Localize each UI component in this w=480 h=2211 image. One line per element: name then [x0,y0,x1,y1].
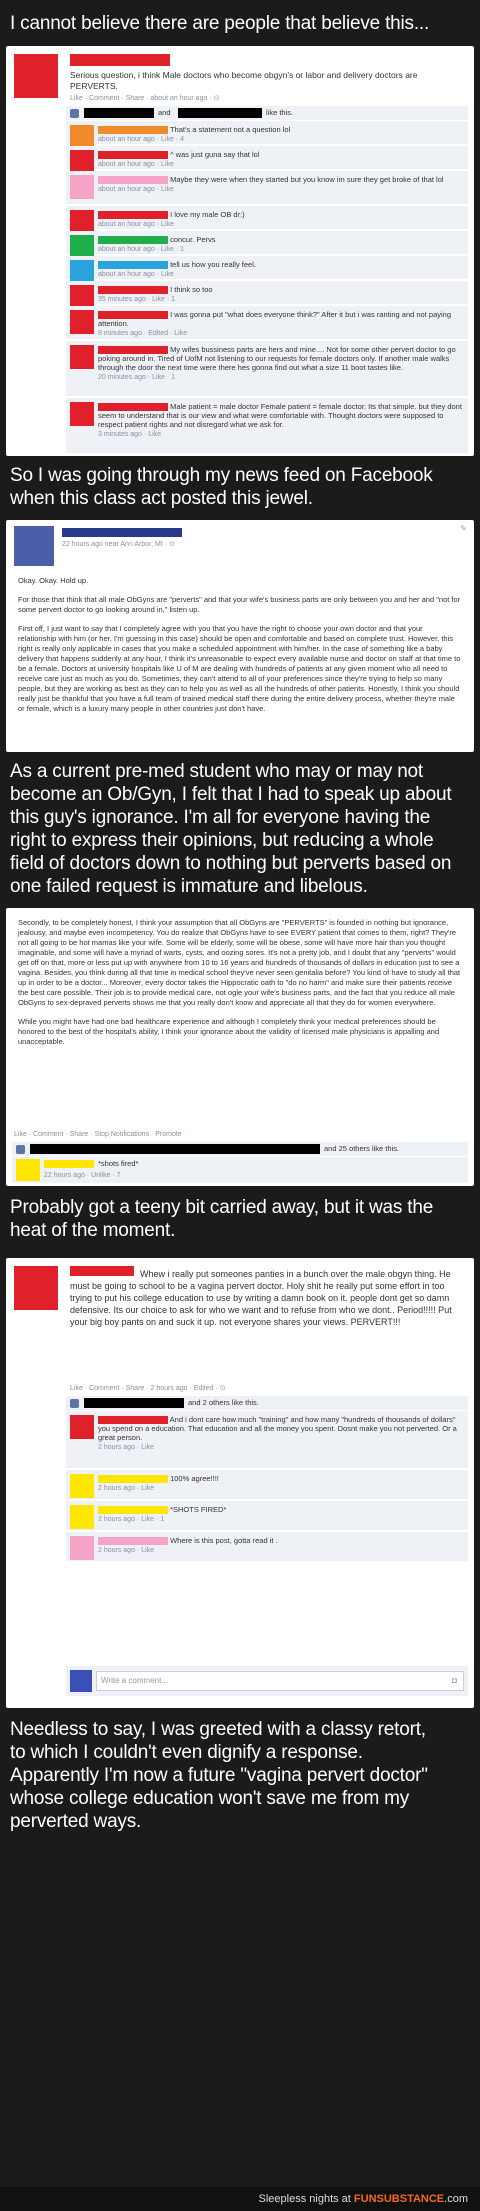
commenter-avatar[interactable] [70,1415,94,1439]
comment-meta[interactable]: about an hour ago · Like [98,221,174,229]
globe-icon: ⊙ [219,1385,226,1392]
comment-meta[interactable]: 2 hours ago · Like [98,1485,155,1493]
caption-carried-away [10,1196,470,1242]
like-bar: and 25 others like this. [12,1142,468,1156]
comment-text: That's a statement not a question lol [168,125,291,134]
author-name[interactable] [62,528,182,537]
commenter-avatar[interactable] [70,1474,94,1498]
comment [66,146,468,170]
caption-line: heat of the moment. [10,1220,176,1241]
commenter-avatar[interactable] [70,1536,94,1560]
comment [66,1532,468,1562]
comment-text: I was gonna put "what does everyone think?" After it but i was ranting and not paying attention. [98,310,452,329]
commenter-name[interactable] [98,1475,168,1483]
post-panel-3 [6,908,474,1186]
commenter-name[interactable] [98,286,168,294]
commenter-name[interactable] [98,1416,168,1424]
commenter-name[interactable] [98,211,168,219]
globe-icon: ⊙ [213,95,220,102]
commenter-name[interactable] [98,1537,168,1545]
post-panel-1 [6,46,474,456]
commenter-avatar[interactable] [70,310,94,334]
comment-meta[interactable]: about an hour ago · Like · 4 [98,136,185,144]
caption-line: As a current pre-med student who may or may not [10,761,424,782]
comment-text: *SHOTS FIRED* [168,1505,227,1514]
commenter-name[interactable] [98,126,168,134]
reply-comment: *shots fired* 22 hours ago · Unlike · 7 [12,1157,468,1183]
caption-line: right to express their opinions, but reducing a whole [10,830,434,851]
caption-news-feed: So I was going through my news feed on Facebook when this class act posted this jewel. [10,465,433,509]
commenter-name[interactable] [98,311,168,319]
note-body [18,576,462,723]
commenter-name[interactable] [98,346,168,354]
comment-meta[interactable]: 20 minutes ago · Like · 1 [98,374,176,382]
comment [66,256,468,280]
comment-meta[interactable]: 3 minutes ago · Like [98,431,162,439]
comment [66,1501,468,1531]
comment [66,1470,468,1500]
caption-line: this guy's ignorance. I'm all for everyone having the [10,807,431,828]
comment-text: My wifes bussiness parts are hers and mine.... Not for some other pervert doctor to go poking around in. Tired of UofM not listening to our requests for female doctors only. If another male walks through the door the next time were there hes gonna find out what a size 11 boot tastes like. [98,345,456,373]
caption-intro: I cannot believe there are people that believe this... [10,13,430,34]
caption-line: one failed request is immature and libelous. [10,876,368,897]
liker-name[interactable] [84,108,154,118]
comment-text: I love my male OB dr:) [168,210,245,219]
post-actions[interactable]: Like · Comment · Share · Stop Notifications · Promote [14,1131,182,1138]
commenter-avatar[interactable] [16,1159,40,1181]
comment-meta[interactable]: about an hour ago · Like [98,186,174,194]
author-avatar[interactable] [14,526,54,566]
commenter-name[interactable] [98,176,168,184]
commenter-name[interactable] [98,261,168,269]
my-avatar[interactable] [70,1670,92,1692]
write-comment-row [66,1666,468,1696]
comment-text: ^ was just guna say that lol [168,150,260,159]
comment-text: 100% agree!!!! [168,1474,219,1483]
comment-meta[interactable]: 2 hours ago · Like [98,1547,155,1555]
comment-meta[interactable]: about an hour ago · Like · 1 [98,246,185,254]
comment-text: concur. Pervs [168,235,216,244]
camera-icon[interactable]: ◘ [452,1676,457,1685]
comment-text: And i dont care how much "training" and how many "hundreds of thousands of dollars" you spend on a education. That education and all the money you spent. Dosnt make you not perverted. Or a great person. [98,1415,457,1443]
comment-meta[interactable]: about an hour ago · Like [98,271,174,279]
note-paragraph: First off, I just want to say that I completely agree with you that you have the right to choose your own doctor and that your relationship with him (or her, I'm guessing in this case) should be open and comfortable and based on complete trust. However, this right is really only applicable in cases that you make a scheduled appointment with him/her. In the case of something like a baby delivery that happens suddenly at any hour, I think it's unreasonable to expect every available nurse and doctor on staff at that time to be a female. Doctors at university hospitals like U of M are dealing with hundreds of patients at any given moment who all need to receive care just as much as you do. Sometimes, they can't attend to all of your preferences since they're trying to help so many people, but they are working as best as they can to help you as well as all the hundreds of other patients. Honestly, I think you should really just be thankful that you have a full team of trained medical staff there during the entire delivery process, whether they're male or female, which is a luxury many people in other countries just don't have. [18,624,461,713]
poster-avatar[interactable] [14,1266,58,1310]
post-panel-4 [6,1258,474,1708]
post-panel-2 [6,520,474,752]
caption-line: Needless to say, I was greeted with a classy retort, [10,1719,426,1740]
caption-line: field of doctors down to nothing but perverts based on [10,853,452,874]
liker-names[interactable] [30,1144,320,1154]
comment-meta[interactable]: about an hour ago · Like [98,161,174,169]
post-meta: 22 hours ago near Ann Arbor, MI · [62,541,170,548]
commenter-name[interactable] [98,151,168,159]
commenter-avatar[interactable] [70,175,94,199]
liker-name[interactable] [84,1398,184,1408]
comment [66,1411,468,1469]
commenter-avatar[interactable] [70,345,94,369]
note-paragraph: Secondly, to be completely honest, I think your assumption that all ObGyns are "PERVERTS" is founded in nothing but ignorance, jealousy, and maybe even incompetency. You do realize that ObGyns have to see EVERY patient that comes to them, right? They're not all going to be hot mamas like your wife. Some will be elderly, some will be obese, some will have more hair than you thought imaginable, and some will have a myriad of warts, cysts, and oozing sores. It's not a pretty job, and I doubt that any "perverts" would get off on that, more or less put up with anywhere from 10 to 16 years and hundreds of thousands of dollars in education just to see a vagina. Besides, you think during all that time in medical school they've never seen genitalia before? You kind of have to study all that up in order to be a doctor... Moreover, every doctor takes the Hippocratic oath to "do no harm" and make sure their patients receive the best care possible. Their job is to provide medical care, not ogle your wife's business parts, and the fact that you reduce all male ObGyns to sex-depraved perverts shows me that you really don't know and appreciate all that they do for women everywhere. [18,918,461,1007]
commenter-name[interactable] [44,1160,94,1168]
globe-icon: ⊙ [169,541,175,548]
comment [66,121,468,145]
thumbs-up-icon [16,1145,25,1154]
comment-text: Male patient = male doctor Female patient = female doctor. Its that simple. but they dont seem to understand that is our view and what were comfortable with. Thought doctors were supposed to respect patient rights and not disregard what we ask for. [98,402,462,430]
liker-name[interactable] [178,108,262,118]
comment-meta[interactable]: 2 hours ago · Like · 1 [98,1516,165,1524]
comment [66,398,468,454]
caption-line: to which I couldn't even dignify a response. [10,1742,363,1763]
comment-text: I think so too [168,285,213,294]
comment [66,281,468,305]
thumbs-up-icon [70,109,79,118]
edit-pencil-icon[interactable]: ✎ [460,524,467,533]
caption-premed [10,760,470,898]
caption-line: Probably got a teeny bit carried away, but it was the [10,1197,434,1218]
caption-retort [10,1718,470,1833]
comment-text: Where is this post, gotta read it . [168,1536,278,1545]
commenter-name[interactable] [98,236,168,244]
poster-name[interactable] [70,54,170,66]
commenter-name[interactable] [98,403,168,411]
caption-line: perverted ways. [10,1811,142,1832]
comment [66,306,468,340]
comment [66,341,468,397]
poster-avatar[interactable] [14,54,58,98]
site-footer: Sleepless nights at FUNSUBSTANCE.com [0,2187,480,2211]
post-actions[interactable]: Like · Comment · Share · about an hour ago · ⊙ [70,95,220,102]
comment [66,206,468,230]
write-comment-input[interactable]: Write a comment... ◘ [96,1671,464,1691]
commenter-avatar[interactable] [70,402,94,426]
caption-line: Apparently I'm now a future "vagina pervert doctor" [10,1765,428,1786]
brand-logo: FUNSUBSTANCE [353,2193,445,2205]
caption-line: whose college education won't save me from my [10,1788,410,1809]
comment-text: tell us how you really feel. [168,260,256,269]
note-paragraph: Okay. Okay. Hold up. [18,576,89,585]
comment [66,231,468,255]
note-body-cont [18,918,462,1056]
like-bar: and 2 others like this. [66,1396,468,1410]
comment-meta[interactable]: 8 minutes ago · Edited · Like [98,330,188,338]
note-paragraph: While you might have had one bad healthcare experience and although I completely think your medical preferences should be honored to the best of the hospital's ability, I think your ignorance about the validity of licensed male physicians is appalling and unacceptable. [18,1017,440,1046]
thumbs-up-icon [70,1399,79,1408]
post-text: Serious question, i think Male doctors who become obgyn's or labor and delivery doctors are PERVERTS. [70,70,418,91]
comment [66,171,468,205]
post-actions[interactable]: Like · Comment · Share · 2 hours ago · Edited · ⊙ [70,1385,226,1392]
note-paragraph: For those that think that all male ObGyns are "perverts" and that your wife's business parts are only between you and her and "not for some pervert doctor to go looking around in," listen up. [18,595,461,614]
caption-line: become an Ob/Gyn, I felt that I had to speak up about [10,784,452,805]
comment-meta[interactable]: 35 minutes ago · Like · 1 [98,296,176,304]
commenter-avatar[interactable] [70,1505,94,1529]
comment-text: Maybe they were when they started but you know im sure they get broke of that lol [168,175,444,184]
commenter-name[interactable] [98,1506,168,1514]
comment-meta[interactable]: 2 hours ago · Like [98,1444,155,1452]
post-text: Whew i really put someones panties in a bunch over the male obgyn thing. He must be going to school to be a vagina pervert doctor. Holy shit he really put some effort in too trying to put his college education to use by writing a damn book on it. people dont get so damn defensive. Its our choice to ask for who we want and to refuse from who we dont.. Period!!!!! Put your big boy pants on and suck it up. not everyone shares your views. PERVERT!!! [70,1269,452,1327]
like-bar: and like this. [66,106,468,120]
